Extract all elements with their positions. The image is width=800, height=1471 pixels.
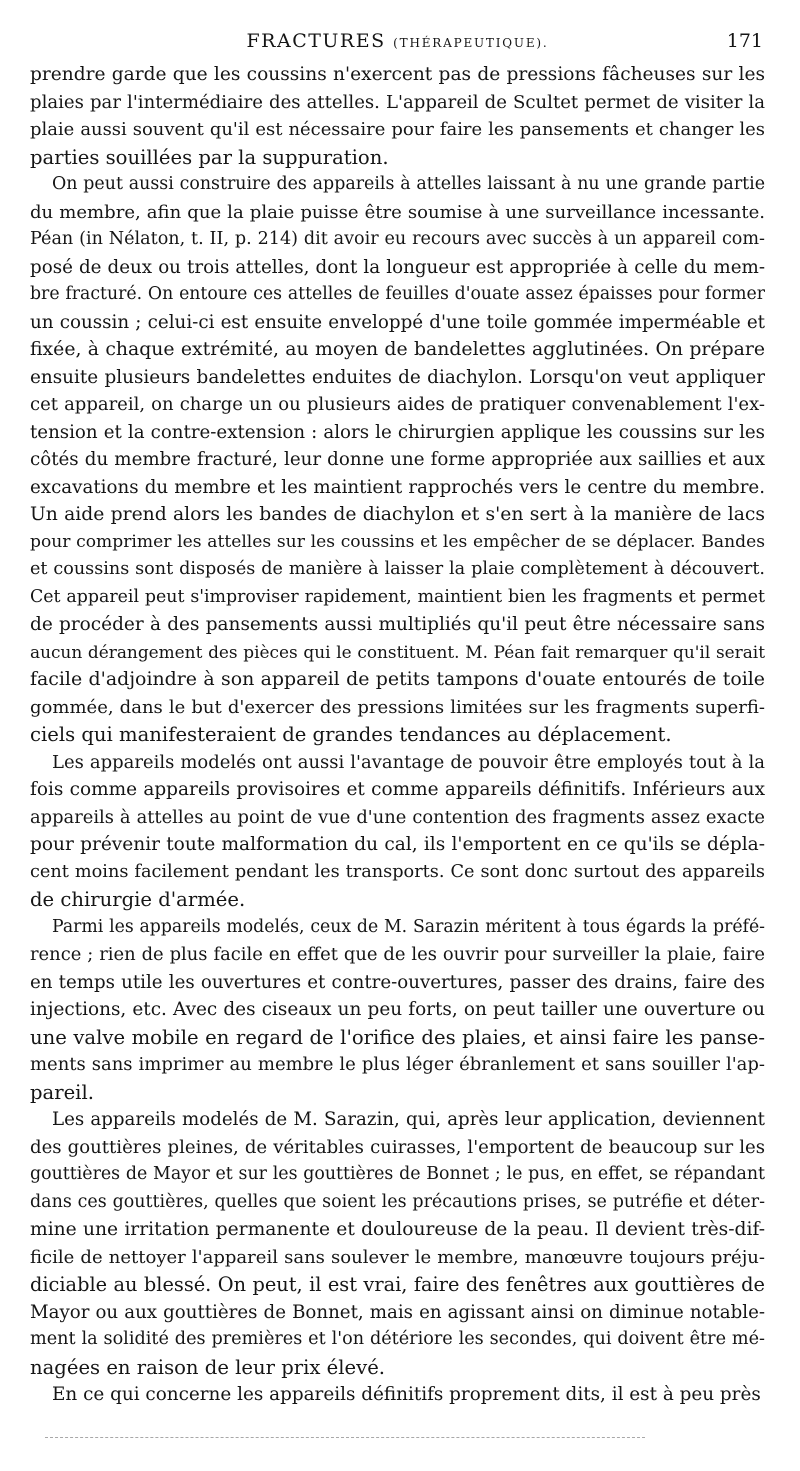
text-line: pour prévenir toute malformation du cal, ils l'emportent en ce qu'ils se dépla- [30,834,765,855]
text-line: En ce qui concerne les appareils définitifs proprement dits, il est à peu près [52,1384,761,1405]
paragraph [30,749,765,914]
text-line: injections, etc. Avec des ciseaux un peu forts, on peut tailler une ouverture ou [30,999,765,1020]
text-line: Un aide prend alors les bandes de diachylon et s'en sert à la manière de lacs [30,504,765,525]
text-line: gouttières de Mayor et sur les gouttières de Bonnet ; le pus, en effet, se répandant [30,1164,765,1184]
paragraph [30,171,765,749]
text-line: Les appareils modelés ont aussi l'avantage de pouvoir être employés tout à la [52,751,765,773]
text-line: et coussins sont disposés de manière à laisser la plaie complètement à découvert. [30,559,765,579]
paragraph [30,914,765,1107]
text-line: Mayor ou aux gouttières de Bonnet, mais en agissant ainsi on diminue notable- [30,1301,765,1323]
text-line: diciable au blessé. On peut, il est vrai, faire des fenêtres aux gouttières de [30,1273,765,1296]
text-line: bre fracturé. On entoure ces attelles de feuilles d'ouate assez épaisses pour former [30,284,765,304]
text-line: Les appareils modelés de M. Sarazin, qui, après leur application, deviennent [52,1109,765,1130]
text-line: ment la solidité des premières et l'on détériore les secondes, qui doivent être mé- [30,1329,765,1349]
running-title-sub: (THÉRAPEUTIQUE). [393,36,549,50]
text-line: dans ces gouttières, quelles que soient les précautions prises, se putréfie et déter- [30,1191,765,1212]
text-line: aucun dérangement des pièces qui le constituent. M. Péan fait remarquer qu'il serait [30,641,765,662]
paragraph [30,1106,765,1381]
text-line: Péan (in Nélaton, t. II, p. 214) dit avoir eu recours avec succès à un appareil com- [30,229,765,249]
text-line: On peut aussi construire des appareils à attelles laissant à nu une grande partie [52,174,765,194]
text-line: pareil. [30,1080,94,1104]
running-title [30,26,765,58]
text-line: posé de deux ou trois attelles, dont la longueur est appropriée à celle du mem- [30,256,765,278]
text-line: facile d'adjoindre à son appareil de petits tampons d'ouate entourés de toile [30,668,765,690]
running-title-main: FRACTURES [246,30,386,52]
body-text [30,61,765,1409]
text-line: plaie aussi souvent qu'il est nécessaire pour faire les pansements et changer les [30,119,765,140]
text-line: nagées en raison de leur prix élevé. [30,1355,386,1379]
text-line: en temps utile les ouvertures et contre-ouvertures, passer des drains, faire des [30,971,765,993]
text-line: cet appareil, on charge un ou plusieurs aides de pratiquer convenablement l'ex- [30,394,765,415]
text-line: ciels qui manifesteraient de grandes tendances au déplacement. [30,723,672,746]
paragraph [30,61,765,171]
text-line: excavations du membre et les maintient rapprochés vers le centre du membre. [30,476,765,498]
text-line: ficile de nettoyer l'appareil sans soulever le membre, manœuvre toujours préju- [30,1246,765,1268]
text-line: mine une irritation permanente et douloureuse de la peau. Il devient très-dif- [30,1219,765,1240]
text-line: appareils à attelles au point de vue d'une contention des fragments assez exacte [30,806,765,828]
text-line: fixée, à chaque extrémité, au moyen de bandelettes agglutinées. On prépare [30,339,765,360]
text-line: parties souillées par la suppuration. [30,145,389,169]
text-line: du membre, afin que la plaie puisse être soumise à une surveillance incessante. [30,201,765,223]
text-line: cent moins facilement pendant les transports. Ce sont donc surtout des appareils [30,861,765,882]
text-line: une valve mobile en regard de l'orifice des plaies, et ainsi faire les panse- [30,1025,765,1049]
text-line: ensuite plusieurs bandelettes enduites de diachylon. Lorsqu'on veut appliquer [30,366,765,388]
text-line: Parmi les appareils modelés, ceux de M. Sarazin méritent à tous égards la préfé- [52,916,765,937]
text-line: ments sans imprimer au membre le plus léger ébranlement et sans souiller l'ap- [30,1054,765,1075]
text-line: rence ; rien de plus facile en effet que de les ouvrir pour surveiller la plaie, faire [30,944,765,965]
text-line: tension et la contre-extension : alors le chirurgien applique les coussins sur les [30,421,765,443]
text-line: plaies par l'intermédiaire des attelles. L'appareil de Scultet permet de visiter la [30,91,765,113]
text-line: de chirurgie d'armée. [30,888,246,911]
footer-rule [45,1437,645,1438]
text-line: côtés du membre fracturé, leur donne une forme appropriée aux saillies et aux [30,449,765,470]
running-header [30,26,765,56]
text-line: pour comprimer les attelles sur les coussins et les empêcher de se déplacer. Bandes [30,531,765,552]
text-line: fois comme appareils provisoires et comme appareils définitifs. Inférieurs aux [30,779,765,800]
text-line: gommée, dans le but d'exercer des pressions limitées sur les fragments superfi- [30,696,765,718]
paragraph [30,1381,765,1409]
text-line: Cet appareil peut s'improviser rapidement, maintient bien les fragments et permet [30,586,765,607]
text-line: des gouttières pleines, de véritables cuirasses, l'emportent de beaucoup sur les [30,1136,765,1158]
text-line: un coussin ; celui-ci est ensuite enveloppé d'une toile gommée imperméable et [30,311,765,333]
page-number: 171 [726,30,763,52]
text-line: prendre garde que les coussins n'exercent pas de pressions fâcheuses sur les [30,64,765,85]
text-line: de procéder à des pansements aussi multipliés qu'il peut être nécessaire sans [30,614,765,635]
